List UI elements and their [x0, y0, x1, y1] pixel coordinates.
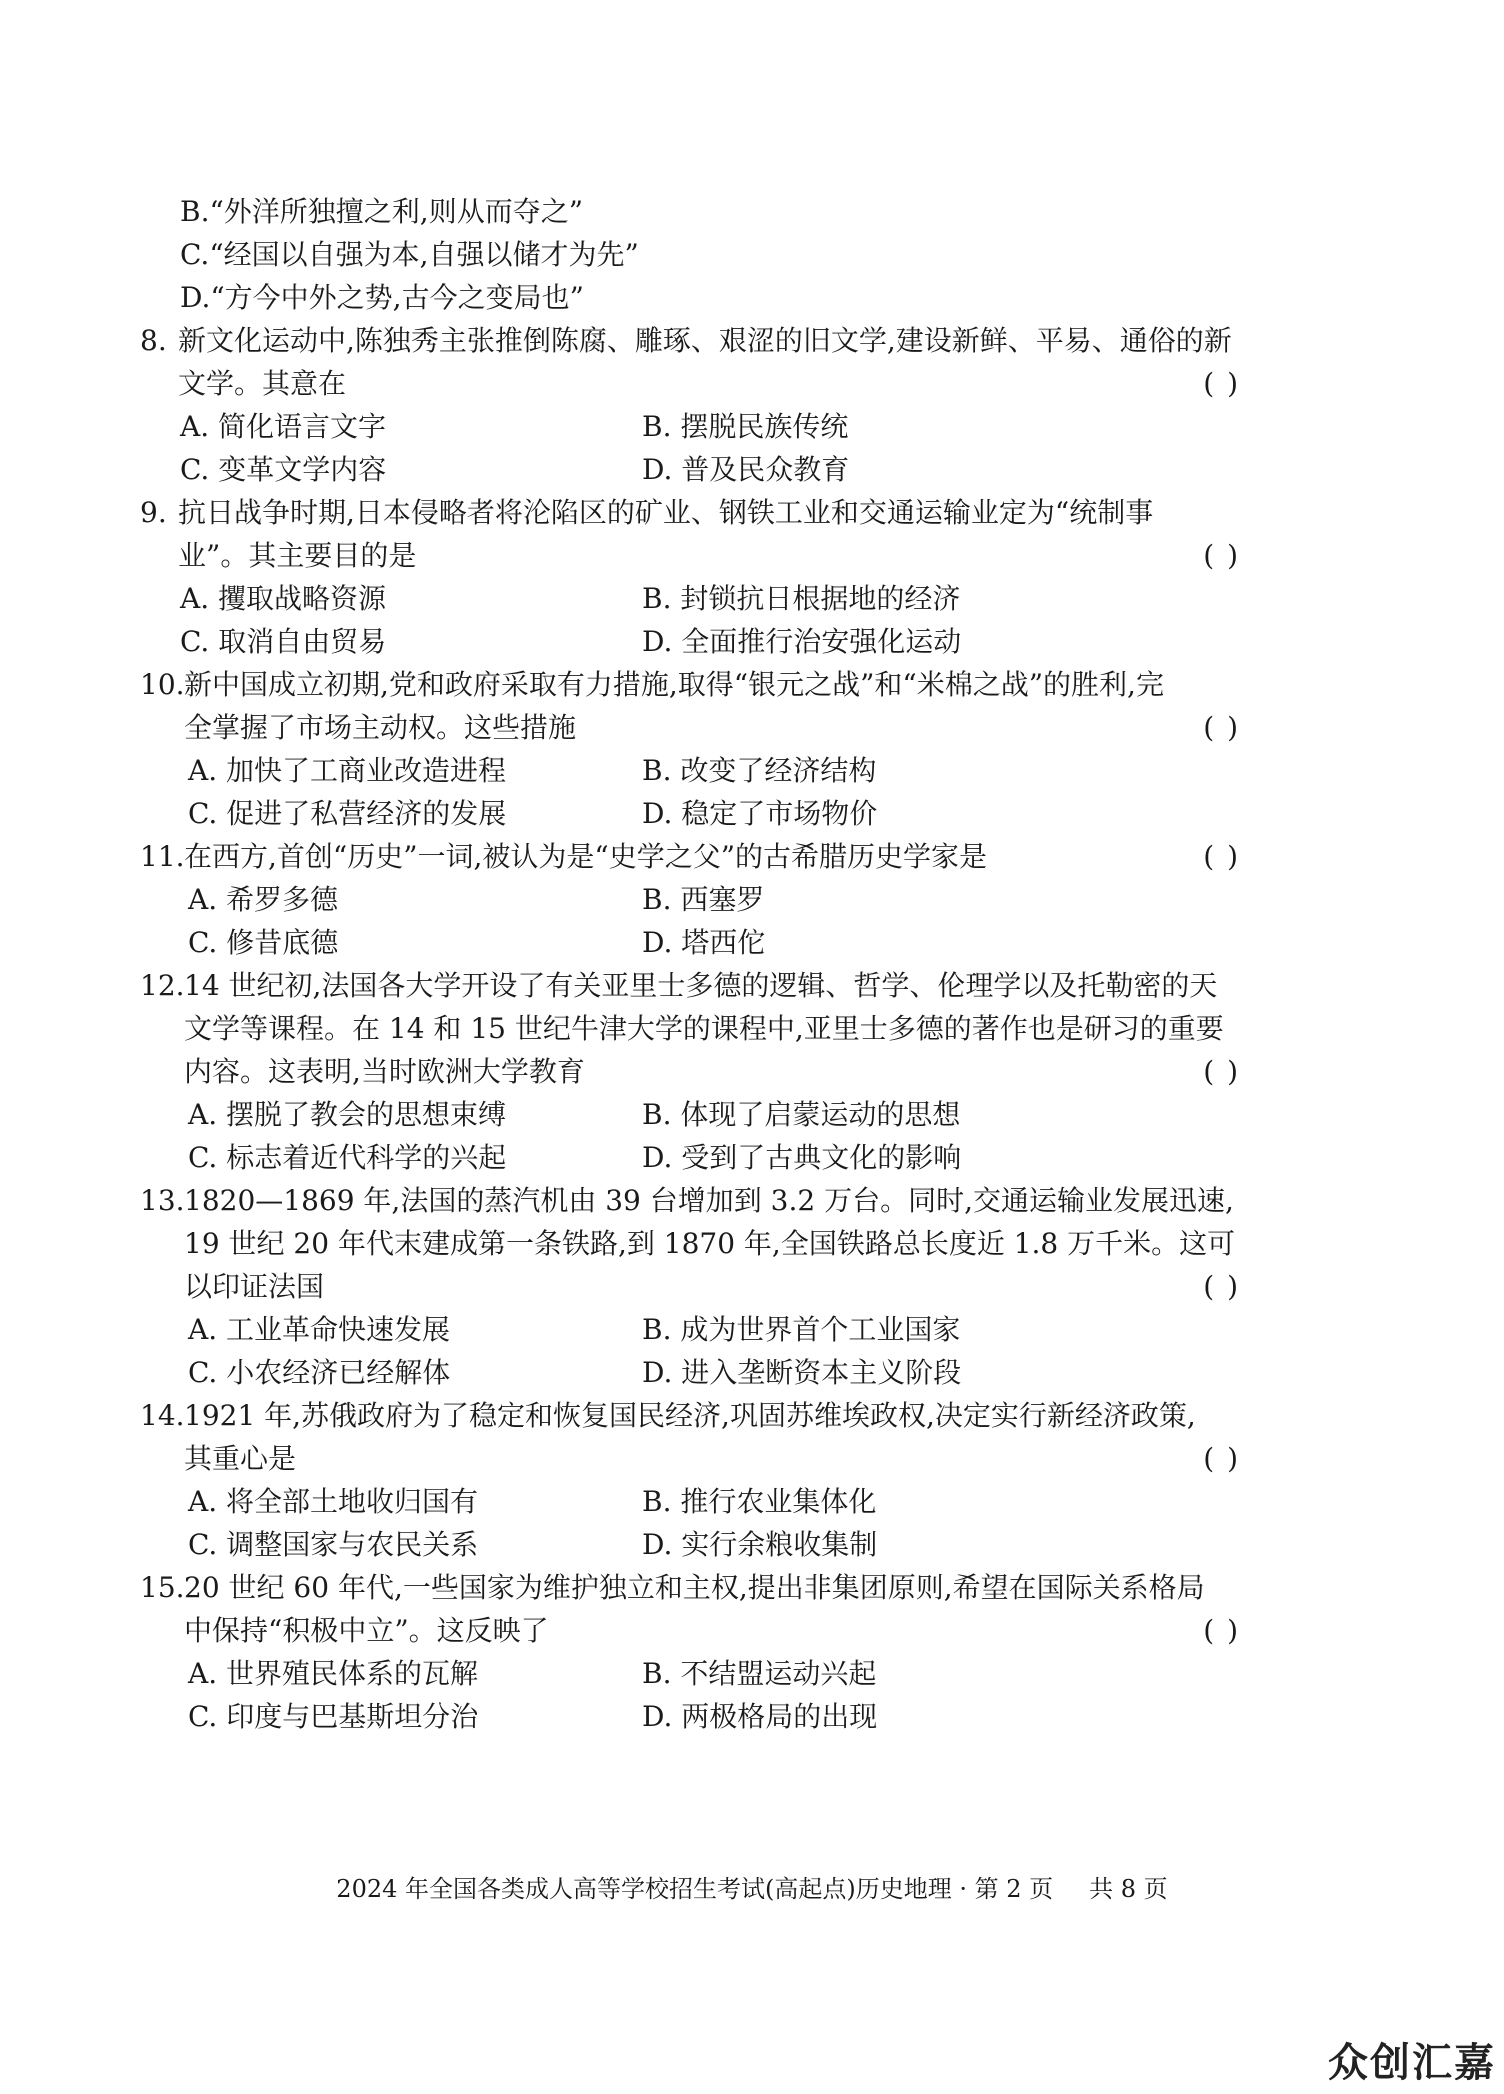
option-c: C. 变革文学内容 — [180, 453, 387, 486]
question-stem-line: 文学。其意在 ( ) — [140, 362, 1240, 405]
option-row — [140, 1480, 1240, 1523]
question-stem-line: 文学等课程。在 14 和 15 世纪牛津大学的课程中,亚里士多德的著作也是研习的重要 — [184, 1012, 1224, 1045]
answer-parentheses: ( ) — [1203, 711, 1240, 744]
option-a: A. 摆脱了教会的思想束缚 — [188, 1098, 507, 1131]
question-number: 14. — [140, 1399, 185, 1432]
option-d: D. 稳定了市场物价 — [642, 797, 878, 830]
option-row — [140, 405, 1240, 448]
question-stem-line: 内容。这表明,当时欧洲大学教育 ( ) — [140, 1050, 1240, 1093]
answer-parentheses: ( ) — [1203, 539, 1240, 572]
option-row — [140, 1351, 1240, 1394]
option-d: D. 塔西佗 — [642, 926, 766, 959]
question-stem-line: 10.新中国成立初期,党和政府采取有力措施,取得“银元之战”和“米棉之战”的胜利,完 — [140, 663, 1240, 706]
option-c: C. 标志着近代科学的兴起 — [188, 1141, 507, 1174]
question-15 — [140, 1566, 1240, 1738]
answer-parentheses: ( ) — [1203, 367, 1240, 400]
question-12 — [140, 964, 1240, 1179]
option-c: C. 印度与巴基斯坦分治 — [188, 1700, 479, 1733]
question-11 — [140, 835, 1240, 964]
option-d: D. 进入垄断资本主义阶段 — [642, 1356, 962, 1389]
option-a: A. 攫取战略资源 — [180, 582, 387, 615]
question-number: 8. — [140, 324, 167, 357]
option-row — [140, 1136, 1240, 1179]
option-row — [140, 749, 1240, 792]
option-row — [140, 792, 1240, 835]
answer-parentheses: ( ) — [1203, 1270, 1240, 1303]
option-c: C. 促进了私营经济的发展 — [188, 797, 507, 830]
option-row — [140, 1523, 1240, 1566]
option-b: B. 摆脱民族传统 — [642, 410, 849, 443]
option-a: A. 工业革命快速发展 — [188, 1313, 451, 1346]
question-13 — [140, 1179, 1240, 1394]
answer-parentheses: ( ) — [1203, 1614, 1240, 1647]
question-14 — [140, 1394, 1240, 1566]
option-d: D. 全面推行治安强化运动 — [642, 625, 962, 658]
question-number: 12. — [140, 969, 185, 1002]
option-a: A. 世界殖民体系的瓦解 — [188, 1657, 479, 1690]
question-list — [140, 190, 1240, 1738]
option-b: B. 推行农业集体化 — [642, 1485, 877, 1518]
question-stem-line: 19 世纪 20 年代末建成第一条铁路,到 1870 年,全国铁路总长度近 1.8 万千米。这可 — [184, 1227, 1236, 1260]
option-b: B. 封锁抗日根据地的经济 — [642, 582, 961, 615]
option-a: A. 加快了工商业改造进程 — [188, 754, 507, 787]
option-row — [140, 921, 1240, 964]
option-b: B. 不结盟运动兴起 — [642, 1657, 877, 1690]
option-d: D. 两极格局的出现 — [642, 1700, 878, 1733]
answer-parentheses: ( ) — [1203, 1055, 1240, 1088]
option-b: B. 成为世界首个工业国家 — [642, 1313, 961, 1346]
option-d: D. 受到了古典文化的影响 — [642, 1141, 962, 1174]
option-b: B. 改变了经济结构 — [642, 754, 877, 787]
option-row — [140, 1652, 1240, 1695]
answer-parentheses: ( ) — [1203, 1442, 1240, 1475]
option-row — [140, 1093, 1240, 1136]
question-stem-line: 8. 新文化运动中,陈独秀主张推倒陈腐、雕琢、艰涩的旧文学,建设新鲜、平易、通俗的新 — [140, 319, 1240, 362]
question-stem-line: 11.在西方,首创“历史”一词,被认为是“史学之父”的古希腊历史学家是 ( ) — [140, 835, 1240, 878]
option-row — [140, 1695, 1240, 1738]
footer-total-pages: 共 8 页 — [1089, 1875, 1168, 1903]
option-a: A. 简化语言文字 — [180, 410, 387, 443]
answer-parentheses: ( ) — [1203, 840, 1240, 873]
option-row — [140, 620, 1240, 663]
option-row — [140, 878, 1240, 921]
option-c: C. 取消自由贸易 — [180, 625, 387, 658]
q7-option-b: B.“外洋所独擅之利,则从而夺之” — [180, 195, 584, 228]
option-b: B. 西塞罗 — [642, 883, 765, 916]
question-stem-line: 14.1921 年,苏俄政府为了稳定和恢复国民经济,巩固苏维埃政权,决定实行新经济政策, — [140, 1394, 1240, 1437]
option-c: C. 小农经济已经解体 — [188, 1356, 451, 1389]
question-stem-line: 其重心是 ( ) — [140, 1437, 1240, 1480]
question-stem-line: 业”。其主要目的是 ( ) — [140, 534, 1240, 577]
option-b: B. 体现了启蒙运动的思想 — [642, 1098, 961, 1131]
question-stem-line: 12.14 世纪初,法国各大学开设了有关亚里士多德的逻辑、哲学、伦理学以及托勒密的天 — [140, 964, 1240, 1007]
q7-option-c: C.“经国以自强为本,自强以储才为先” — [180, 238, 639, 271]
question-stem-line: 9. 抗日战争时期,日本侵略者将沦陷区的矿业、钢铁工业和交通运输业定为“统制事 — [140, 491, 1240, 534]
question-8 — [140, 319, 1240, 491]
question-stem-line: 以印证法国 ( ) — [140, 1265, 1240, 1308]
watermark-logo: 众创汇嘉 — [1328, 2040, 1496, 2086]
question-number: 10. — [140, 668, 185, 701]
question-stem-line: 15.20 世纪 60 年代,一些国家为维护独立和主权,提出非集团原则,希望在国际关系格局 — [140, 1566, 1240, 1609]
footer-exam-title: 2024 年全国各类成人高等学校招生考试(高起点)历史地理 · 第 2 页 — [336, 1875, 1054, 1903]
option-d: D. 实行余粮收集制 — [642, 1528, 878, 1561]
option-c: C. 调整国家与农民关系 — [188, 1528, 479, 1561]
question-stem-line: 全掌握了市场主动权。这些措施 ( ) — [140, 706, 1240, 749]
question-number: 15. — [140, 1571, 185, 1604]
question-stem-line: 中保持“积极中立”。这反映了 ( ) — [140, 1609, 1240, 1652]
question-10 — [140, 663, 1240, 835]
option-c: C. 修昔底德 — [188, 926, 339, 959]
question-number: 11. — [140, 840, 185, 873]
option-a: A. 希罗多德 — [188, 883, 339, 916]
question-stem-line: 13.1820—1869 年,法国的蒸汽机由 39 台增加到 3.2 万台。同时,交通运输业发展迅速, — [140, 1179, 1240, 1222]
question-number: 13. — [140, 1184, 185, 1217]
page-footer — [0, 1874, 1504, 1904]
question-9 — [140, 491, 1240, 663]
option-a: A. 将全部土地收归国有 — [188, 1485, 479, 1518]
q7-option-d: D.“方今中外之势,古今之变局也” — [180, 281, 584, 314]
option-d: D. 普及民众教育 — [642, 453, 850, 486]
option-row — [140, 448, 1240, 491]
question-number: 9. — [140, 496, 167, 529]
option-row — [140, 577, 1240, 620]
option-row — [140, 1308, 1240, 1351]
